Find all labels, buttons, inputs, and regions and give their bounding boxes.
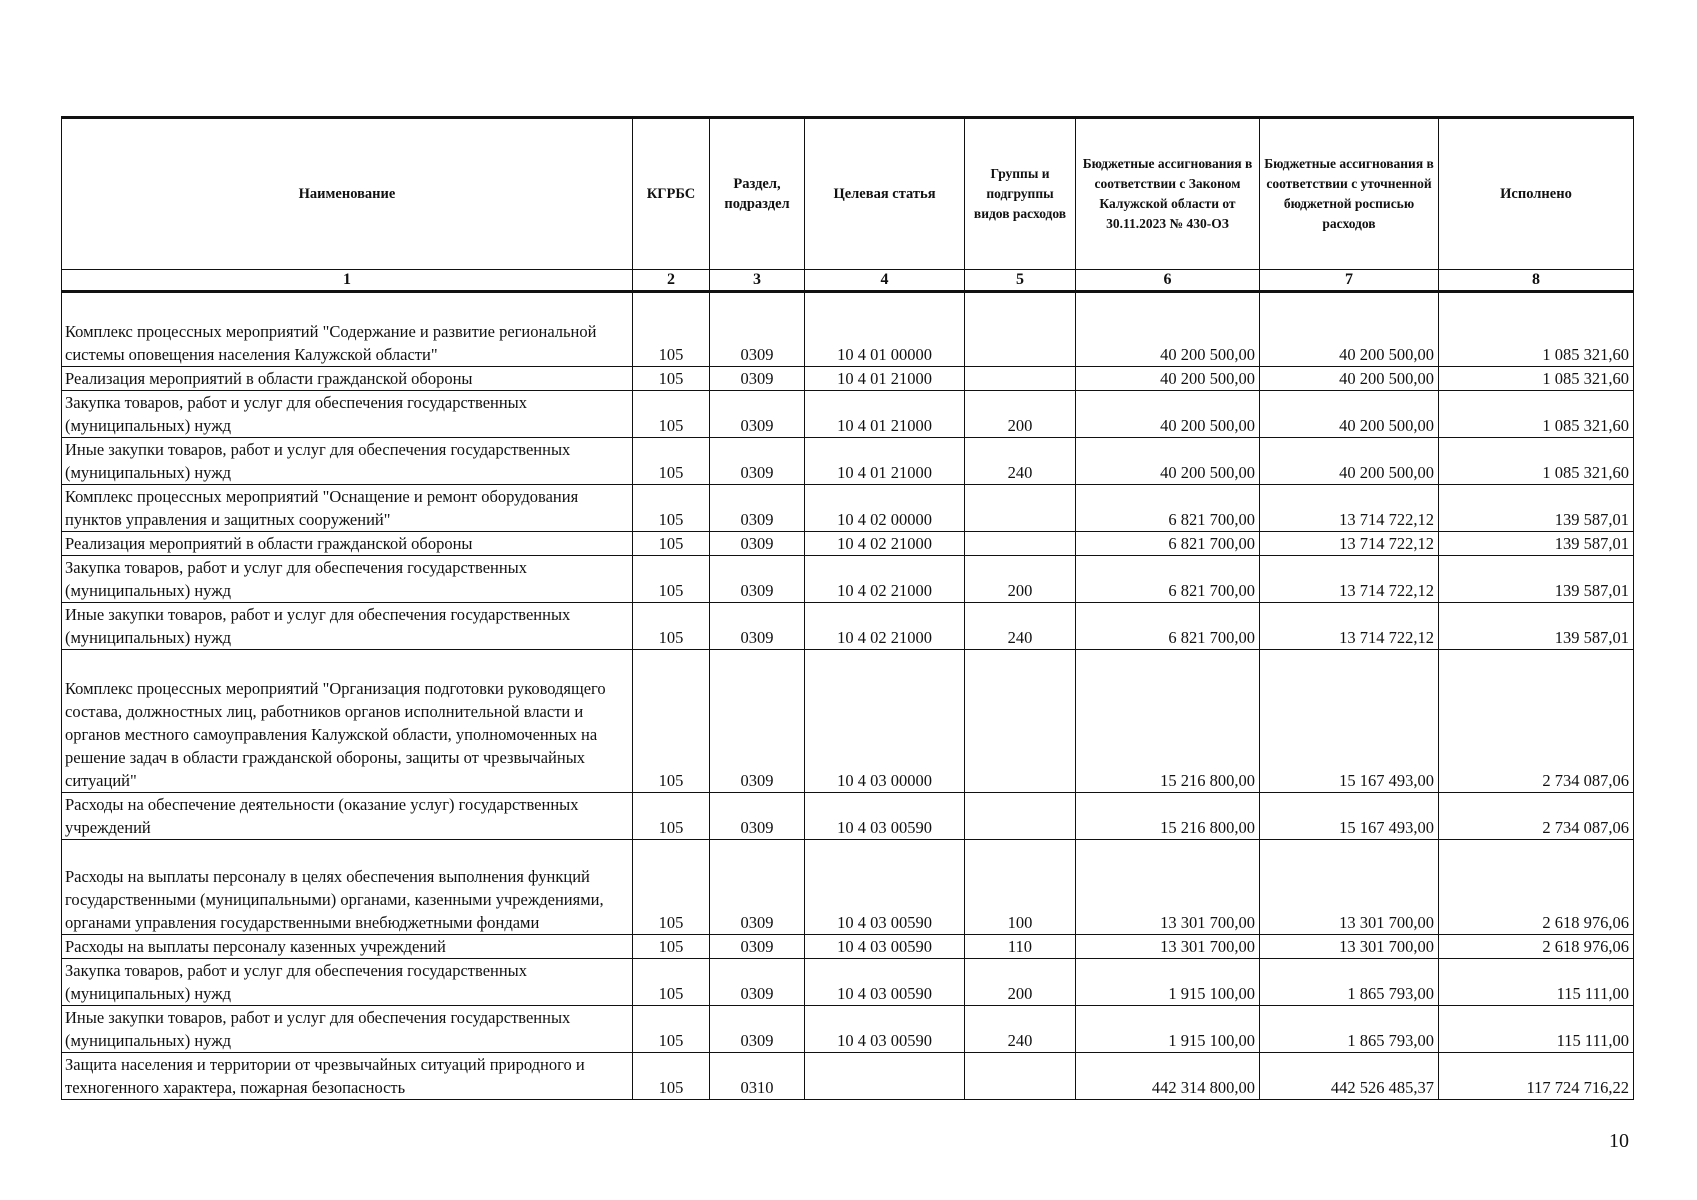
row-refined: 13 714 722,12 [1260, 532, 1439, 556]
row-executed: 1 085 321,60 [1439, 391, 1634, 438]
table-row [62, 292, 1634, 367]
row-refined: 40 200 500,00 [1260, 292, 1439, 367]
row-section: 0309 [710, 793, 805, 840]
row-law: 40 200 500,00 [1076, 438, 1260, 485]
row-name: Закупка товаров, работ и услуг для обеспечения государственных (муниципальных) нужд [62, 556, 633, 603]
header-section: Раздел, подраздел [710, 118, 805, 270]
row-group: 200 [965, 959, 1076, 1006]
row-law: 40 200 500,00 [1076, 367, 1260, 391]
row-kgrbs: 105 [633, 603, 710, 650]
row-refined: 442 526 485,37 [1260, 1053, 1439, 1100]
row-name: Иные закупки товаров, работ и услуг для обеспечения государственных (муниципальных) нужд [62, 603, 633, 650]
column-number: 1 [62, 270, 633, 292]
row-executed: 2 734 087,06 [1439, 793, 1634, 840]
row-name: Комплекс процессных мероприятий "Организация подготовки руководящего состава, должностных лиц, работников органов исполнительной власти и органов местного самоуправления Калужской области, уполномоченных на решение задач в области гражданской обороны, защиты от чрезвычайных ситуаций" [62, 650, 633, 793]
row-section: 0309 [710, 556, 805, 603]
row-kgrbs: 105 [633, 650, 710, 793]
row-section: 0309 [710, 935, 805, 959]
row-group: 200 [965, 556, 1076, 603]
row-name: Расходы на обеспечение деятельности (оказание услуг) государственных учреждений [62, 793, 633, 840]
row-group: 110 [965, 935, 1076, 959]
row-law: 40 200 500,00 [1076, 391, 1260, 438]
row-executed: 139 587,01 [1439, 532, 1634, 556]
header-law: Бюджетные ассигнования в соответствии с Законом Калужской области от 30.11.2023 № 430-ОЗ [1076, 118, 1260, 270]
row-executed: 139 587,01 [1439, 485, 1634, 532]
row-executed: 117 724 716,22 [1439, 1053, 1634, 1100]
row-executed: 2 734 087,06 [1439, 650, 1634, 793]
row-name: Иные закупки товаров, работ и услуг для обеспечения государственных (муниципальных) нужд [62, 438, 633, 485]
row-section: 0309 [710, 391, 805, 438]
row-law: 6 821 700,00 [1076, 532, 1260, 556]
row-name: Защита населения и территории от чрезвычайных ситуаций природного и техногенного характера, пожарная безопасность [62, 1053, 633, 1100]
row-target [805, 1053, 965, 1100]
row-law: 442 314 800,00 [1076, 1053, 1260, 1100]
column-number: 7 [1260, 270, 1439, 292]
column-number: 6 [1076, 270, 1260, 292]
header-kgrbs: КГРБС [633, 118, 710, 270]
column-number-row [62, 270, 1634, 292]
row-group: 240 [965, 1006, 1076, 1053]
row-section: 0309 [710, 292, 805, 367]
table-row [62, 1006, 1634, 1053]
row-group [965, 650, 1076, 793]
column-number: 4 [805, 270, 965, 292]
row-kgrbs: 105 [633, 840, 710, 935]
row-kgrbs: 105 [633, 959, 710, 1006]
row-kgrbs: 105 [633, 438, 710, 485]
row-section: 0309 [710, 438, 805, 485]
row-group [965, 367, 1076, 391]
row-refined: 13 301 700,00 [1260, 935, 1439, 959]
row-kgrbs: 105 [633, 793, 710, 840]
row-target: 10 4 02 21000 [805, 556, 965, 603]
header-groups: Группы и подгруппы видов расходов [965, 118, 1076, 270]
table-row [62, 391, 1634, 438]
row-refined: 15 167 493,00 [1260, 793, 1439, 840]
table-row [62, 603, 1634, 650]
row-target: 10 4 01 21000 [805, 367, 965, 391]
table-row [62, 485, 1634, 532]
row-target: 10 4 01 21000 [805, 391, 965, 438]
row-name: Закупка товаров, работ и услуг для обеспечения государственных (муниципальных) нужд [62, 959, 633, 1006]
row-refined: 40 200 500,00 [1260, 367, 1439, 391]
row-refined: 13 714 722,12 [1260, 485, 1439, 532]
row-target: 10 4 01 00000 [805, 292, 965, 367]
row-name: Реализация мероприятий в области гражданской обороны [62, 367, 633, 391]
row-kgrbs: 105 [633, 367, 710, 391]
table-row [62, 532, 1634, 556]
row-group [965, 793, 1076, 840]
row-kgrbs: 105 [633, 485, 710, 532]
column-number: 3 [710, 270, 805, 292]
row-executed: 1 085 321,60 [1439, 438, 1634, 485]
header-name: Наименование [62, 118, 633, 270]
row-target: 10 4 02 21000 [805, 603, 965, 650]
row-target: 10 4 03 00590 [805, 793, 965, 840]
row-target: 10 4 03 00590 [805, 1006, 965, 1053]
row-name: Расходы на выплаты персоналу в целях обеспечения выполнения функций государственными (муниципальными) органами, казенными учреждениями, органами управления государственными внебюджетными фондами [62, 840, 633, 935]
row-group [965, 1053, 1076, 1100]
row-group: 200 [965, 391, 1076, 438]
row-kgrbs: 105 [633, 556, 710, 603]
table-row [62, 793, 1634, 840]
row-target: 10 4 02 21000 [805, 532, 965, 556]
row-section: 0309 [710, 532, 805, 556]
table-row [62, 935, 1634, 959]
table-row [62, 556, 1634, 603]
row-group: 100 [965, 840, 1076, 935]
row-section: 0309 [710, 650, 805, 793]
row-section: 0309 [710, 959, 805, 1006]
table-body [62, 292, 1634, 1100]
row-group: 240 [965, 603, 1076, 650]
row-section: 0309 [710, 1006, 805, 1053]
table-row [62, 650, 1634, 793]
row-kgrbs: 105 [633, 935, 710, 959]
row-law: 15 216 800,00 [1076, 650, 1260, 793]
header-executed: Исполнено [1439, 118, 1634, 270]
row-section: 0309 [710, 485, 805, 532]
row-name: Комплекс процессных мероприятий "Содержание и развитие региональной системы оповещения населения Калужской области" [62, 292, 633, 367]
row-law: 6 821 700,00 [1076, 603, 1260, 650]
row-executed: 115 111,00 [1439, 1006, 1634, 1053]
row-kgrbs: 105 [633, 1053, 710, 1100]
row-law: 40 200 500,00 [1076, 292, 1260, 367]
budget-document [61, 116, 1633, 1100]
row-target: 10 4 03 00590 [805, 935, 965, 959]
row-executed: 2 618 976,06 [1439, 840, 1634, 935]
table-header-row [62, 118, 1634, 270]
row-refined: 1 865 793,00 [1260, 1006, 1439, 1053]
column-number: 5 [965, 270, 1076, 292]
row-law: 13 301 700,00 [1076, 840, 1260, 935]
row-refined: 13 301 700,00 [1260, 840, 1439, 935]
row-executed: 1 085 321,60 [1439, 292, 1634, 367]
row-refined: 15 167 493,00 [1260, 650, 1439, 793]
row-law: 6 821 700,00 [1076, 556, 1260, 603]
row-section: 0310 [710, 1053, 805, 1100]
table-row [62, 959, 1634, 1006]
table-row [62, 1053, 1634, 1100]
row-law: 6 821 700,00 [1076, 485, 1260, 532]
row-section: 0309 [710, 367, 805, 391]
row-name: Иные закупки товаров, работ и услуг для обеспечения государственных (муниципальных) нужд [62, 1006, 633, 1053]
row-executed: 139 587,01 [1439, 603, 1634, 650]
row-group [965, 292, 1076, 367]
table-row [62, 840, 1634, 935]
row-name: Комплекс процессных мероприятий "Оснащение и ремонт оборудования пунктов управления и защитных сооружений" [62, 485, 633, 532]
column-number: 8 [1439, 270, 1634, 292]
row-refined: 1 865 793,00 [1260, 959, 1439, 1006]
row-section: 0309 [710, 603, 805, 650]
row-group [965, 532, 1076, 556]
table-row [62, 367, 1634, 391]
header-refined: Бюджетные ассигнования в соответствии с уточненной бюджетной росписью расходов [1260, 118, 1439, 270]
row-executed: 139 587,01 [1439, 556, 1634, 603]
row-kgrbs: 105 [633, 532, 710, 556]
table-row [62, 438, 1634, 485]
row-kgrbs: 105 [633, 391, 710, 438]
header-target: Целевая статья [805, 118, 965, 270]
row-law: 15 216 800,00 [1076, 793, 1260, 840]
row-executed: 1 085 321,60 [1439, 367, 1634, 391]
row-target: 10 4 03 00000 [805, 650, 965, 793]
row-executed: 115 111,00 [1439, 959, 1634, 1006]
row-law: 1 915 100,00 [1076, 959, 1260, 1006]
row-law: 13 301 700,00 [1076, 935, 1260, 959]
row-kgrbs: 105 [633, 292, 710, 367]
row-kgrbs: 105 [633, 1006, 710, 1053]
row-name: Закупка товаров, работ и услуг для обеспечения государственных (муниципальных) нужд [62, 391, 633, 438]
row-section: 0309 [710, 840, 805, 935]
row-name: Реализация мероприятий в области гражданской обороны [62, 532, 633, 556]
column-number: 2 [633, 270, 710, 292]
row-refined: 13 714 722,12 [1260, 556, 1439, 603]
row-refined: 40 200 500,00 [1260, 438, 1439, 485]
page-number: 10 [1609, 1130, 1629, 1152]
row-refined: 40 200 500,00 [1260, 391, 1439, 438]
row-executed: 2 618 976,06 [1439, 935, 1634, 959]
row-name: Расходы на выплаты персоналу казенных учреждений [62, 935, 633, 959]
row-target: 10 4 03 00590 [805, 840, 965, 935]
budget-table [61, 116, 1634, 1100]
row-group [965, 485, 1076, 532]
row-group: 240 [965, 438, 1076, 485]
row-target: 10 4 02 00000 [805, 485, 965, 532]
row-law: 1 915 100,00 [1076, 1006, 1260, 1053]
row-target: 10 4 03 00590 [805, 959, 965, 1006]
row-target: 10 4 01 21000 [805, 438, 965, 485]
row-refined: 13 714 722,12 [1260, 603, 1439, 650]
